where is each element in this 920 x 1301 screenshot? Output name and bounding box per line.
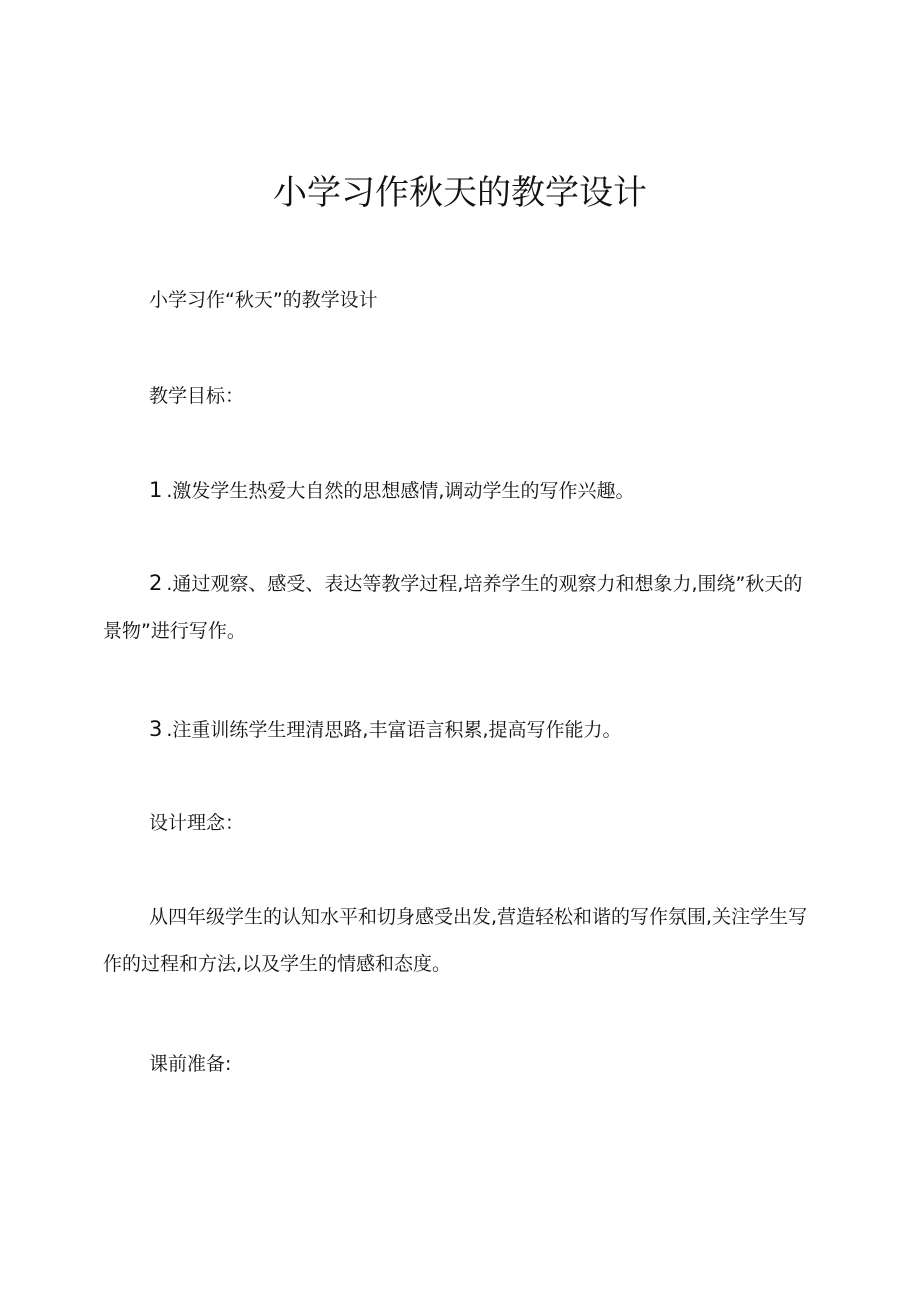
section-heading-design-concept: 设计理念：: [149, 812, 245, 834]
objective-number: 2: [149, 571, 163, 595]
subtitle-paragraph: 小学习作“秋天”的教学设计: [149, 289, 378, 311]
objective-number: 1: [149, 478, 163, 502]
objective-item-2: [103, 560, 819, 655]
objective-item-3: [103, 706, 819, 754]
objective-number: 3: [149, 717, 163, 741]
section-heading-preparation: 课前准备:: [149, 1053, 232, 1075]
section-heading-objectives: 教学目标：: [149, 385, 245, 407]
objective-text: .激发学生热爱大自然的思想感情,调动学生的写作兴趣。: [166, 480, 635, 502]
design-concept-paragraph: 从四年级学生的认知水平和切身感受出发,营造轻松和谐的写作氛围,关注学生写作的过程和方法,以及学生的情感和态度。: [103, 906, 808, 975]
objective-item-1: [103, 467, 819, 515]
document-title: 小学习作秋天的教学设计: [273, 173, 647, 213]
objective-text: .注重训练学生理清思路,丰富语言积累,提高写作能力。: [166, 719, 622, 741]
objective-text: .通过观察、感受、表达等教学过程,培养学生的观察力和想象力,围绕”秋天的景物”进行写作。: [103, 573, 803, 642]
